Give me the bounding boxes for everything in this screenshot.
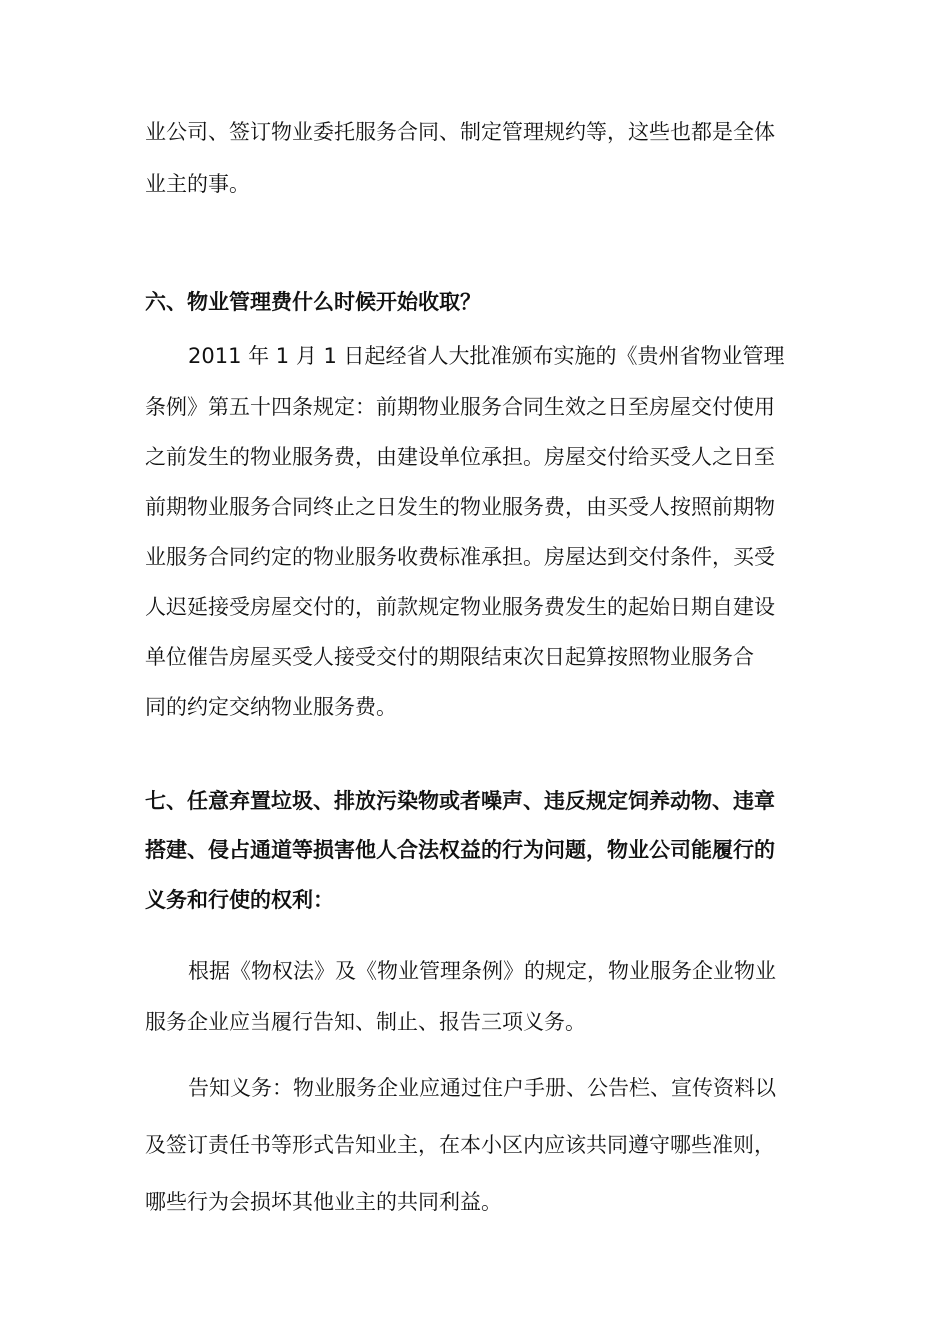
paragraph-line: 业服务合同约定的物业服务收费标准承担。房屋达到交付条件，买受 xyxy=(145,545,775,569)
paragraph-line: 同的约定交纳物业服务费。 xyxy=(145,695,397,719)
paragraph-line: 人迟延接受房屋交付的，前款规定物业服务费发生的起始日期自建设 xyxy=(145,595,775,619)
paragraph-line: 哪些行为会损坏其他业主的共同利益。 xyxy=(145,1190,502,1214)
paragraph-line: 单位催告房屋买受人接受交付的期限结束次日起算按照物业服务合 xyxy=(145,645,754,669)
section-heading: 搭建、侵占通道等损害他人合法权益的行为问题，物业公司能履行的 xyxy=(145,838,775,862)
paragraph-line: 业主的事。 xyxy=(145,172,250,196)
section-heading: 六、物业管理费什么时候开始收取？ xyxy=(145,290,481,314)
paragraph-line: 前期物业服务合同终止之日发生的物业服务费，由买受人按照前期物 xyxy=(145,495,775,519)
paragraph-line: 2011 年 1 月 1 日起经省人大批准颁布实施的《贵州省物业管理 xyxy=(188,344,785,368)
paragraph-line: 服务企业应当履行告知、制止、报告三项义务。 xyxy=(145,1010,586,1034)
paragraph-line: 业公司、签订物业委托服务合同、制定管理规约等，这些也都是全体 xyxy=(145,120,775,144)
paragraph-line: 及签订责任书等形式告知业主，在本小区内应该共同遵守哪些准则， xyxy=(145,1133,775,1157)
section-heading: 义务和行使的权利： xyxy=(145,888,334,912)
paragraph-line: 告知义务：物业服务企业应通过住户手册、公告栏、宣传资料以 xyxy=(188,1076,776,1100)
paragraph-line: 之前发生的物业服务费，由建设单位承担。房屋交付给买受人之日至 xyxy=(145,445,775,469)
paragraph-line: 条例》第五十四条规定：前期物业服务合同生效之日至房屋交付使用 xyxy=(145,395,775,419)
paragraph-line: 根据《物权法》及《物业管理条例》的规定，物业服务企业物业 xyxy=(188,959,776,983)
section-heading: 七、任意弃置垃圾、排放污染物或者噪声、违反规定饲养动物、违章 xyxy=(145,789,775,813)
